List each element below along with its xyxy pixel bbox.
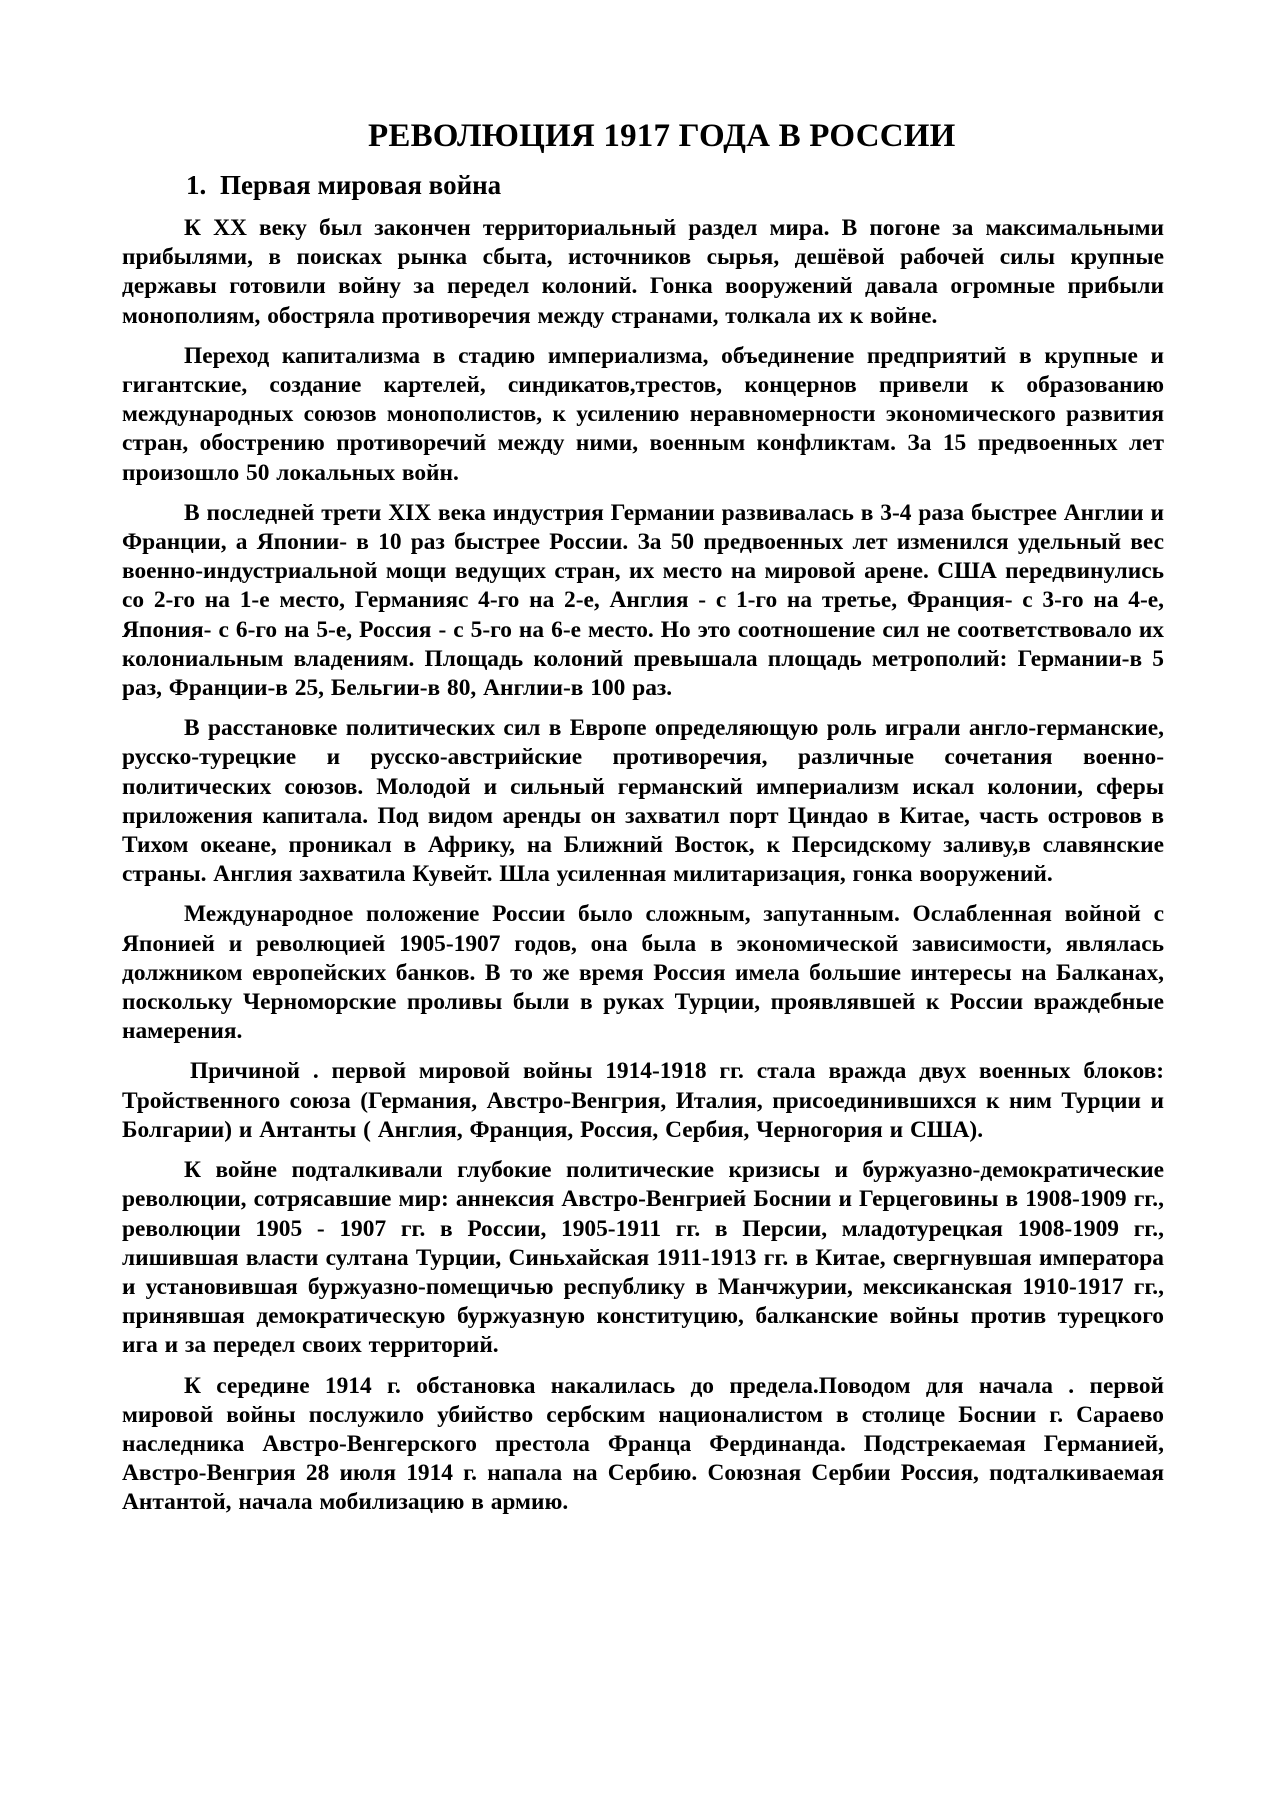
paragraph: Переход капитализма в стадию империализма, объединение предприятий в крупные и гигантские, создание картелей, синдикатов,трестов, концернов привели к образованию международных союзов монополистов, к усилению неравномерности экономического развития стран, обострению противоречий между ними, военным конфликтам. За 15 предвоенных лет произошло 50 локальных войн. xyxy=(122,342,1164,486)
section-heading xyxy=(122,168,1164,202)
paragraph: К середине 1914 г. обстановка накалилась до предела.Поводом для начала . первой мировой войны послужило убийство сербским националистом в столице Боснии г. Сараево наследника Австро-Венгерского престола Франца Фердинанда. Подстрекаемая Германией, Австро-Венгрия 28 июля 1914 г. напала на Сербию. Союзная Сербии Россия, подталкиваемая Антантой, начала мобилизацию в армию. xyxy=(122,1372,1164,1516)
paragraph: В последней трети XIX века индустрия Германии развивалась в 3-4 раза быстрее Англии и Франции, а Японии- в 10 раз быстрее России. За 50 предвоенных лет изменился удельный вес военно-индустриальной мощи ведущих стран, их место на мировой арене. США передвинулись со 2-го на 1-е место, Германияс 4-го на 2-е, Англия - с 1-го на третье, Франция- с 3-го на 4-е, Япония- с 6-го на 5-е, Россия - с 5-го на 6-е место. Но это соотношение сил не соответствовало их колониальным владениям. Площадь колоний превышала площадь метрополий: Германии-в 5 раз, Франции-в 25, Бельгии-в 80, Англии-в 100 раз. xyxy=(122,499,1164,702)
paragraph: К войне подталкивали глубокие политические кризисы и буржуазно-демократические революции, сотрясавшие мир: аннексия Австро-Венгрией Боснии и Герцеговины в 1908-1909 гг., революции 1905 - 1907 гг. в России, 1905-1911 гг. в Персии, младотурецкая 1908-1909 гг., лишившая власти султана Турции, Синьхайская 1911-1913 гг. в Китае, свергнувшая императора и установившая буржуазно-помещичью республику в Манчжурии, мексиканская 1910-1917 гг., принявшая демократическую буржуазную конституцию, балканские войны против турецкого ига и за передел своих территорий. xyxy=(122,1157,1164,1359)
document-content xyxy=(122,116,1164,1529)
section-title: Первая мировая война xyxy=(220,170,502,200)
section-number: 1. xyxy=(186,170,207,200)
paragraph: В расстановке политических сил в Европе определяющую роль играли англо-германские, русско-турецкие и русско-австрийские противоречия, различные сочетания военно-политических союзов. Молодой и сильный германский империализм искал колонии, сферы приложения капитала. Под видом аренды он захватил порт Циндао в Китае, часть островов в Тихом океане, проникал в Африку, на Ближний Восток, к Персидскому заливу,в славянские страны. Англия захватила Кувейт. Шла усиленная милитаризация, гонка вооружений. xyxy=(122,715,1164,888)
document-title: РЕВОЛЮЦИЯ 1917 ГОДА В РОССИИ xyxy=(368,118,956,154)
paragraph: Международное положение России было сложным, запутанным. Ослабленная войной с Японией и революцией 1905-1907 годов, она была в экономической зависимости, являлась должником европейских банков. В то же время Россия имела большие интересы на Балканах, поскольку Черноморские проливы были в руках Турции, проявлявшей к России враждебные намерения. xyxy=(122,901,1164,1045)
paragraph: Причиной . первой мировой войны 1914-1918 гг. стала вражда двух военных блоков: Тройственного союза (Германия, Австро-Венгрия, Италия, присоединившихся к ним Турции и Болгарии) и Антанты ( Англия, Франция, Россия, Сербия, Черногория и США). xyxy=(122,1058,1164,1143)
paragraph: К XX веку был закончен территориальный раздел мира. В погоне за максимальными прибылями, в поисках рынка сбыта, источников сырья, дешёвой рабочей силы крупные державы готовили войну за передел колоний. Гонка вооружений давала огромные прибыли монополиям, обостряла противоречия между странами, толкала их к войне. xyxy=(122,215,1164,329)
